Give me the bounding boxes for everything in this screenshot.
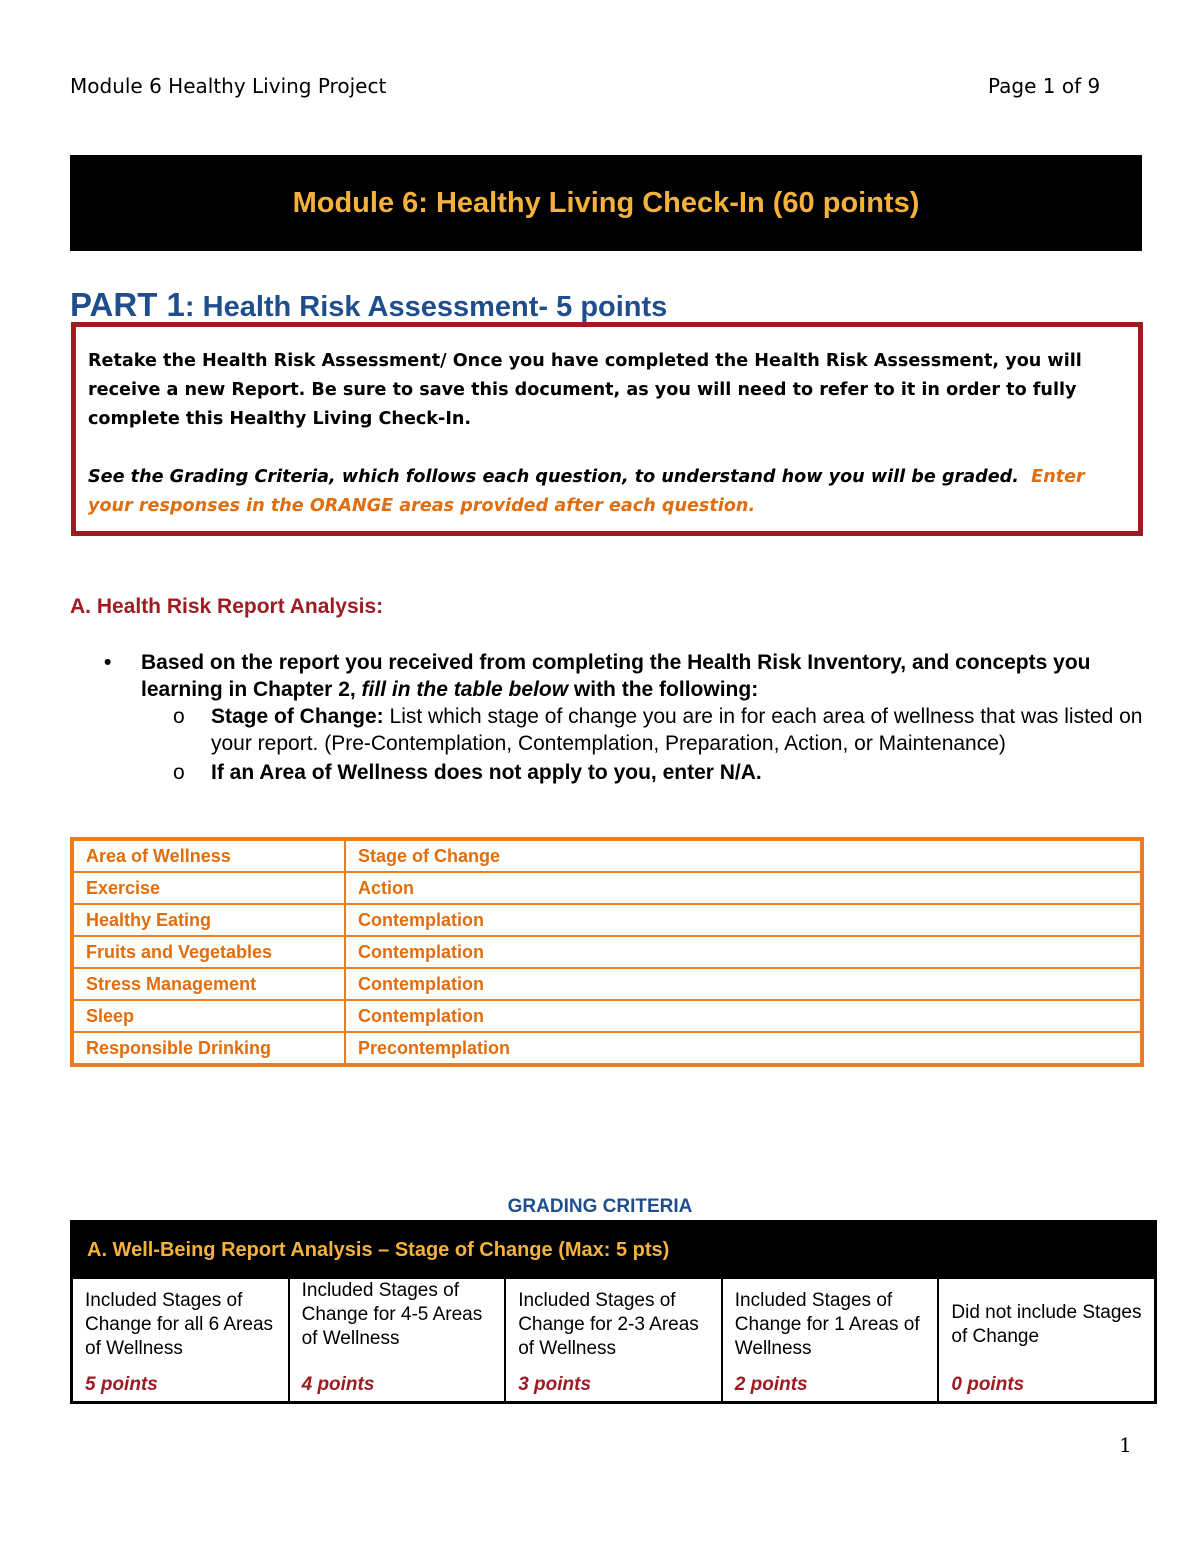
- bullet-italic-text: fill in the table below: [361, 678, 569, 701]
- table-row: [72, 1032, 1142, 1065]
- sub-bullet-na: [104, 759, 1144, 786]
- instructions-paragraph-2: [88, 463, 1118, 521]
- bullet-text-end: with the following:: [568, 678, 759, 701]
- bullet-dot: •: [104, 651, 112, 674]
- sub-bullet-text: List which stage of change you are in for each area of wellness that was listed on your report. (Pre-Contemplation, Contemplation, Preparation, Action, or Maintenance): [211, 705, 1143, 755]
- wellness-table: [70, 837, 1144, 1067]
- grading-header: A. Well-Being Report Analysis – Stage of Change (Max: 5 pts): [72, 1222, 1156, 1279]
- instructions-box: [71, 322, 1143, 536]
- page-indicator: Page 1 of 9: [988, 74, 1101, 98]
- module-banner: [70, 155, 1142, 251]
- table-row: [72, 936, 1142, 968]
- stage-cell[interactable]: Contemplation: [345, 968, 1142, 1000]
- grading-criteria-title: GRADING CRITERIA: [507, 1196, 693, 1217]
- grading-points: 3 points: [518, 1374, 592, 1395]
- page-number: 1: [1119, 1433, 1132, 1457]
- orange-areas-note: Enter your responses in the ORANGE areas provided after each question.: [88, 467, 1085, 516]
- grading-points: 2 points: [734, 1374, 808, 1395]
- table-row: [72, 968, 1142, 1000]
- instructions-paragraph-1: Retake the Health Risk Assessment/ Once you have completed the Health Risk Assessment, you will receive a new Report. Be sure to save this document, as you will need to refer to it in order to fully complete this Healthy Living Check-In.: [88, 351, 1082, 429]
- area-cell: Exercise: [72, 872, 345, 904]
- stage-cell[interactable]: Contemplation: [345, 1000, 1142, 1032]
- grading-note: See the Grading Criteria, which follows each question, to understand how you will be graded.: [88, 467, 1019, 487]
- sub-bullet-na-text: If an Area of Wellness does not apply to you, enter N/A.: [211, 761, 762, 784]
- part1-title: : Health Risk Assessment- 5 points: [184, 291, 668, 323]
- header-area-of-wellness: Area of Wellness: [72, 839, 345, 872]
- stage-cell[interactable]: Action: [345, 872, 1142, 904]
- sub-bullet-marker: o: [173, 705, 185, 728]
- part1-heading: [70, 286, 667, 324]
- header-title: Module 6 Healthy Living Project: [70, 74, 387, 98]
- grading-cell: [72, 1278, 289, 1403]
- grading-desc: Included Stages of Change for all 6 Areas of Wellness: [85, 1290, 274, 1359]
- area-cell: Responsible Drinking: [72, 1032, 345, 1065]
- grading-desc: Included Stages of Change for 2-3 Areas of Wellness: [518, 1290, 699, 1359]
- table-row: [72, 904, 1142, 936]
- table-header-row: [72, 839, 1142, 872]
- area-cell: Fruits and Vegetables: [72, 936, 345, 968]
- grading-points: 4 points: [301, 1374, 375, 1395]
- grading-points: 0 points: [951, 1374, 1025, 1395]
- banner-title: Module 6: Healthy Living Check-In (60 points): [292, 186, 920, 219]
- grading-desc: Included Stages of Change for 4-5 Areas of Wellness: [301, 1280, 483, 1349]
- sub-bullet-marker: o: [173, 761, 185, 784]
- area-cell: Sleep: [72, 1000, 345, 1032]
- stage-cell[interactable]: Contemplation: [345, 936, 1142, 968]
- area-cell: Stress Management: [72, 968, 345, 1000]
- area-cell: Healthy Eating: [72, 904, 345, 936]
- grading-cell: [938, 1278, 1155, 1403]
- section-a-heading: A. Health Risk Report Analysis:: [70, 595, 384, 618]
- stage-cell[interactable]: Contemplation: [345, 904, 1142, 936]
- grading-table: [70, 1220, 1157, 1404]
- table-row: [72, 1000, 1142, 1032]
- grading-cell: [289, 1278, 506, 1403]
- grading-cell: [722, 1278, 939, 1403]
- grading-desc: Included Stages of Change for 1 Areas of Wellness: [734, 1290, 920, 1359]
- grading-points: 5 points: [85, 1374, 158, 1395]
- sub-bullet-label: Stage of Change:: [211, 705, 384, 728]
- stage-cell[interactable]: Precontemplation: [345, 1032, 1142, 1065]
- bullet-item: [104, 649, 1144, 703]
- sub-bullet-stage: [104, 703, 1144, 757]
- bullet-text: Based on the report you received from completing the Health Risk Inventory, and concepts you learning in Chapter 2,: [141, 651, 1091, 701]
- header-stage-of-change: Stage of Change: [345, 839, 1142, 872]
- table-row: [72, 872, 1142, 904]
- section-a-instructions: [104, 649, 1144, 786]
- grading-cell: [505, 1278, 722, 1403]
- part1-label: PART 1: [70, 286, 185, 323]
- grading-row: [72, 1278, 1156, 1403]
- grading-desc: Did not include Stages of Change: [951, 1302, 1142, 1347]
